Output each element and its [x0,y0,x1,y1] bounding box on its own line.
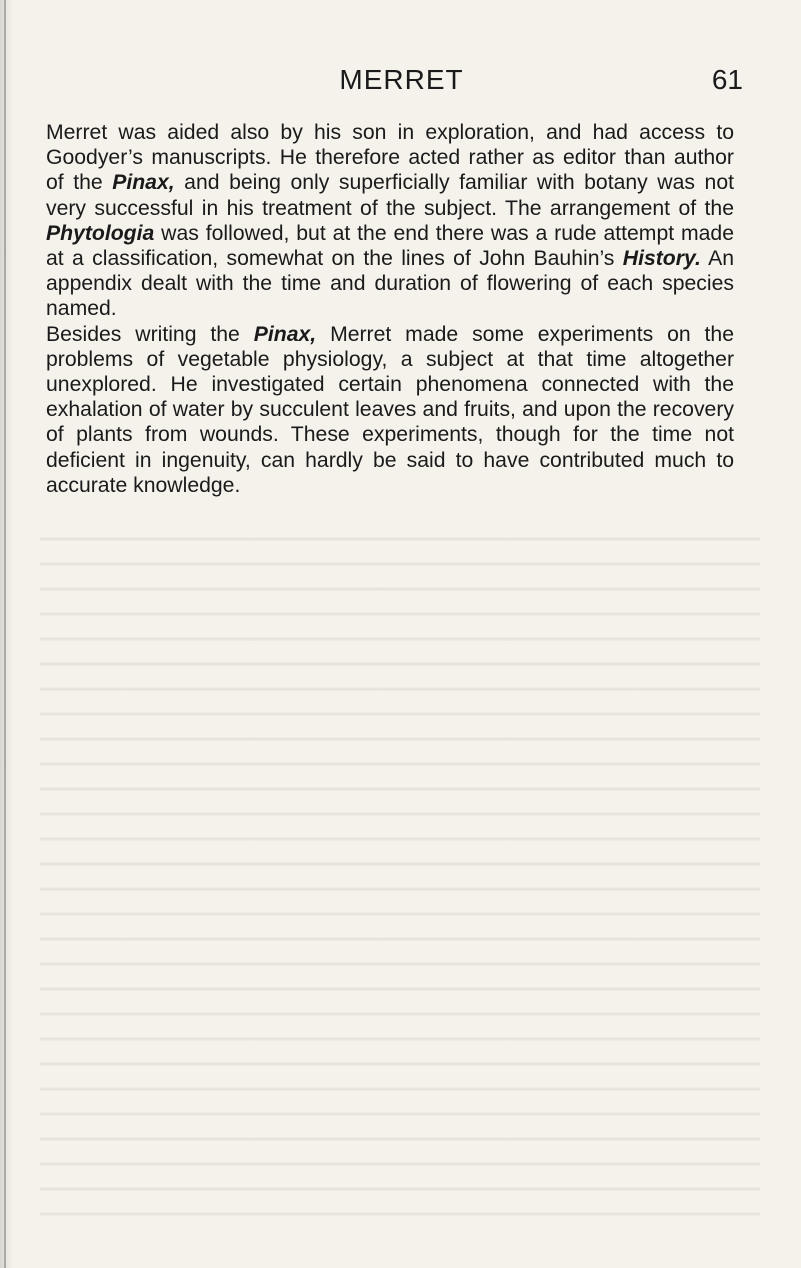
running-head [60,64,743,104]
page-number: 61 [711,64,743,95]
title-history: History. [622,247,701,271]
page-title: MERRET [339,64,464,95]
body-text [46,120,734,498]
page-spine-edge [4,0,6,1268]
paragraph-1-text: was followed, but at the end there was a rude attempt made at a classification, somewhat on the lines of John Bauhin’s [46,221,734,271]
paragraph-2-text: Besides writing the [46,322,254,346]
title-phytologia: Phytologia [46,221,155,245]
title-pinax: Pinax, [112,171,175,195]
reverse-page-show-through [40,520,760,1220]
paragraph-1-text: An appendix dealt with the time and duration of flowering of each species named. [46,247,735,321]
paragraph-2-text: Merret made some experiments on the problems of vegetable physiology, a subject at that time altogether unexplored. He investigated certain phenomena connected with the exhalation of water by succulent leaves and fruits, and upon the recovery of plants from wounds. These experiments, though for the time not deficient in ingenuity, can hardly be said to have contributed much to accurate knowledge. [46,322,734,497]
paragraph-1-text: and being only superficially familiar with botany was not very successful in his treatment of the subject. The arrangement of the [46,171,734,220]
paragraph-1 [46,120,734,322]
paragraph-2 [46,322,734,498]
paragraph-1-text: Merret was aided also by his son in exploration, and had access to Goodyer’s manuscripts. He therefore acted rather as editor than author of the [46,121,734,195]
title-pinax: Pinax, [253,322,317,346]
